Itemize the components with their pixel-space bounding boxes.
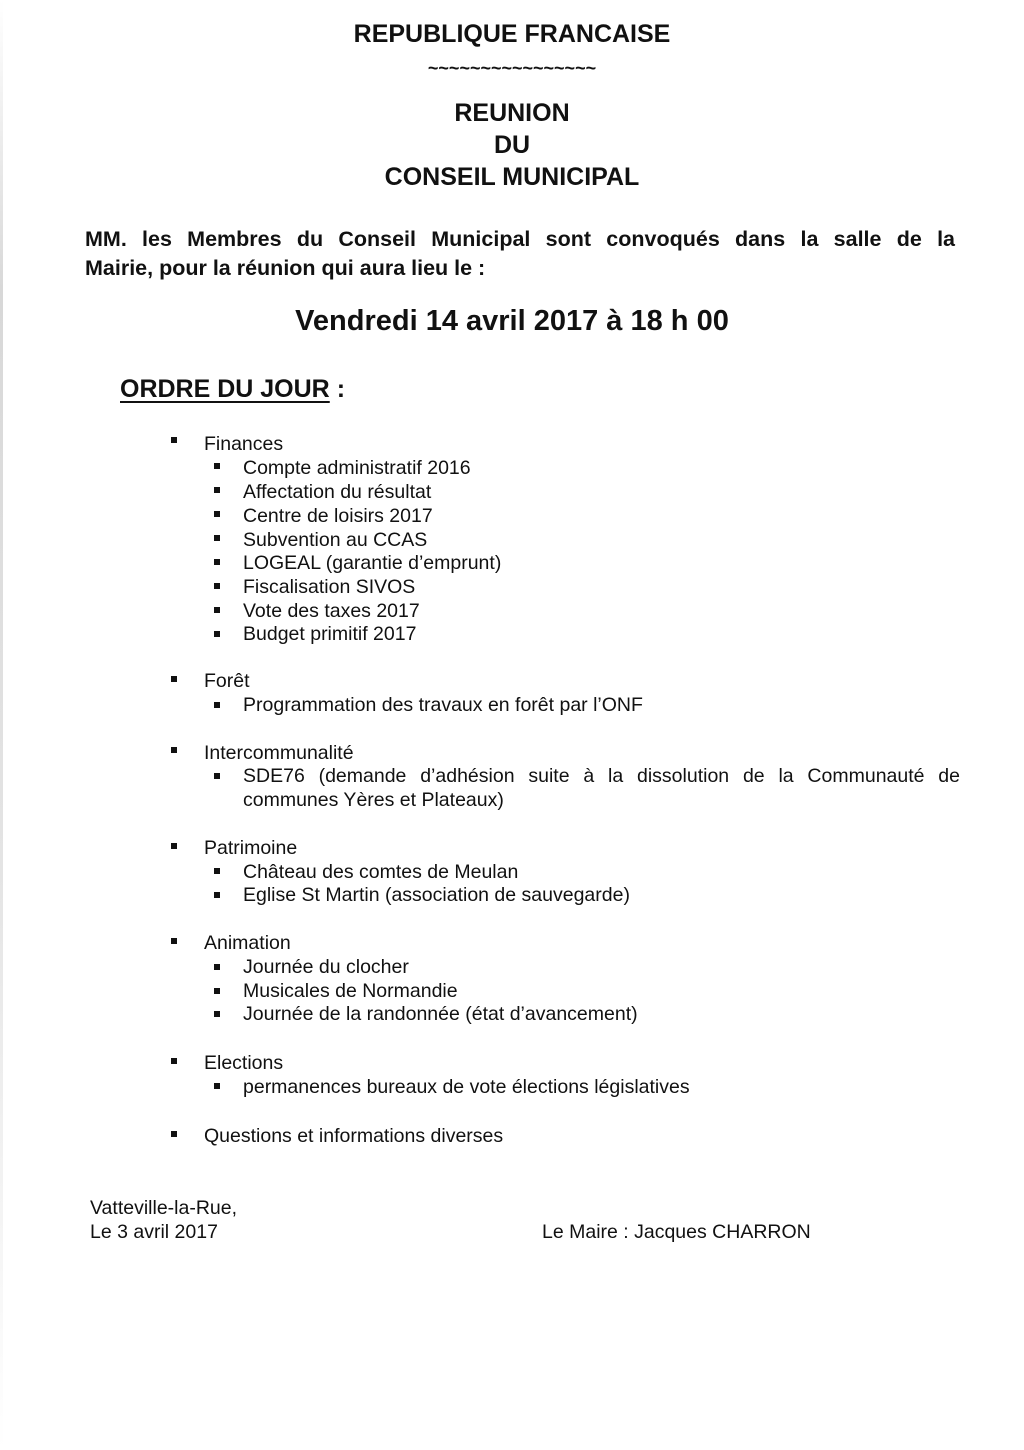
item-bullet — [214, 1011, 220, 1017]
list-item: Subvention au CCAS — [243, 529, 428, 551]
section-bullet — [171, 676, 177, 682]
item-bullet — [214, 892, 220, 898]
title-line-reunion: REUNION — [454, 99, 570, 127]
list-item: Eglise St Martin (association de sauvegarde) — [243, 884, 630, 906]
country-heading: REPUBLIQUE FRANCAISE — [353, 20, 671, 48]
item-bullet — [214, 487, 220, 493]
list-item: Programmation des travaux en forêt par l’ONF — [243, 694, 643, 716]
intro-line-1: MM. les Membres du Conseil Municipal sont convoqués dans la salle de la — [85, 227, 955, 251]
title-line-du: DU — [493, 131, 531, 159]
item-bullet — [214, 631, 220, 637]
list-item: Journée de la randonnée (état d’avancement) — [243, 1003, 638, 1025]
convocation-intro — [85, 225, 955, 283]
item-bullet — [214, 583, 220, 589]
section-label-elections: Elections — [204, 1052, 284, 1074]
meeting-date: Vendredi 14 avril 2017 à 18 h 00 — [295, 305, 729, 337]
item-bullet — [214, 511, 220, 517]
section-bullet — [171, 747, 177, 753]
section-bullet — [171, 938, 177, 944]
footer-place: Vatteville-la-Rue, — [90, 1197, 238, 1219]
list-item: Centre de loisirs 2017 — [243, 505, 433, 527]
item-bullet — [214, 463, 220, 469]
section-label-finances: Finances — [204, 433, 284, 455]
heading-separator: ~~~~~~~~~~~~~~~~ — [427, 58, 597, 78]
agenda-title-colon: : — [329, 375, 346, 403]
item-bullet — [214, 607, 220, 613]
agenda-heading — [120, 373, 345, 405]
section-label-animation: Animation — [204, 932, 291, 954]
section-label-foret: Forêt — [204, 670, 250, 692]
list-item: Budget primitif 2017 — [243, 623, 417, 645]
section-bullet — [171, 1131, 177, 1137]
section-label-intercommunalite: Intercommunalité — [204, 742, 354, 764]
agenda-title: ORDRE DU JOUR — [120, 375, 330, 403]
title-line-conseil: CONSEIL MUNICIPAL — [384, 163, 640, 191]
section-bullet — [171, 437, 177, 443]
list-item: Vote des taxes 2017 — [243, 600, 420, 622]
section-bullet — [171, 843, 177, 849]
list-item: Journée du clocher — [243, 956, 409, 978]
scan-edge-mark — [0, 0, 3, 1450]
item-bullet — [214, 535, 220, 541]
list-item: Château des comtes de Meulan — [243, 861, 519, 883]
list-item: Compte administratif 2016 — [243, 457, 471, 479]
list-item: permanences bureaux de vote élections législatives — [243, 1076, 690, 1098]
list-item: SDE76 (demande d’adhésion suite à la dissolution de la Communauté de communes Yères et Plateaux) — [243, 765, 960, 811]
mayor-signature: Le Maire : Jacques CHARRON — [542, 1221, 811, 1243]
section-label-patrimoine: Patrimoine — [204, 837, 298, 859]
section-label-questions: Questions et informations diverses — [204, 1125, 504, 1147]
list-item: LOGEAL (garantie d’emprunt) — [243, 552, 502, 574]
item-bullet — [214, 964, 220, 970]
section-bullet — [171, 1058, 177, 1064]
item-bullet — [214, 988, 220, 994]
list-item: Fiscalisation SIVOS — [243, 576, 416, 598]
item-bullet — [214, 559, 220, 565]
item-bullet — [214, 1083, 220, 1089]
item-bullet — [214, 702, 220, 708]
list-item: Musicales de Normandie — [243, 980, 458, 1002]
item-bullet — [214, 773, 220, 779]
item-bullet — [214, 868, 220, 874]
list-item: Affectation du résultat — [243, 481, 432, 503]
intro-line-2: Mairie, pour la réunion qui aura lieu le : — [85, 256, 486, 280]
footer-date: Le 3 avril 2017 — [90, 1221, 218, 1243]
